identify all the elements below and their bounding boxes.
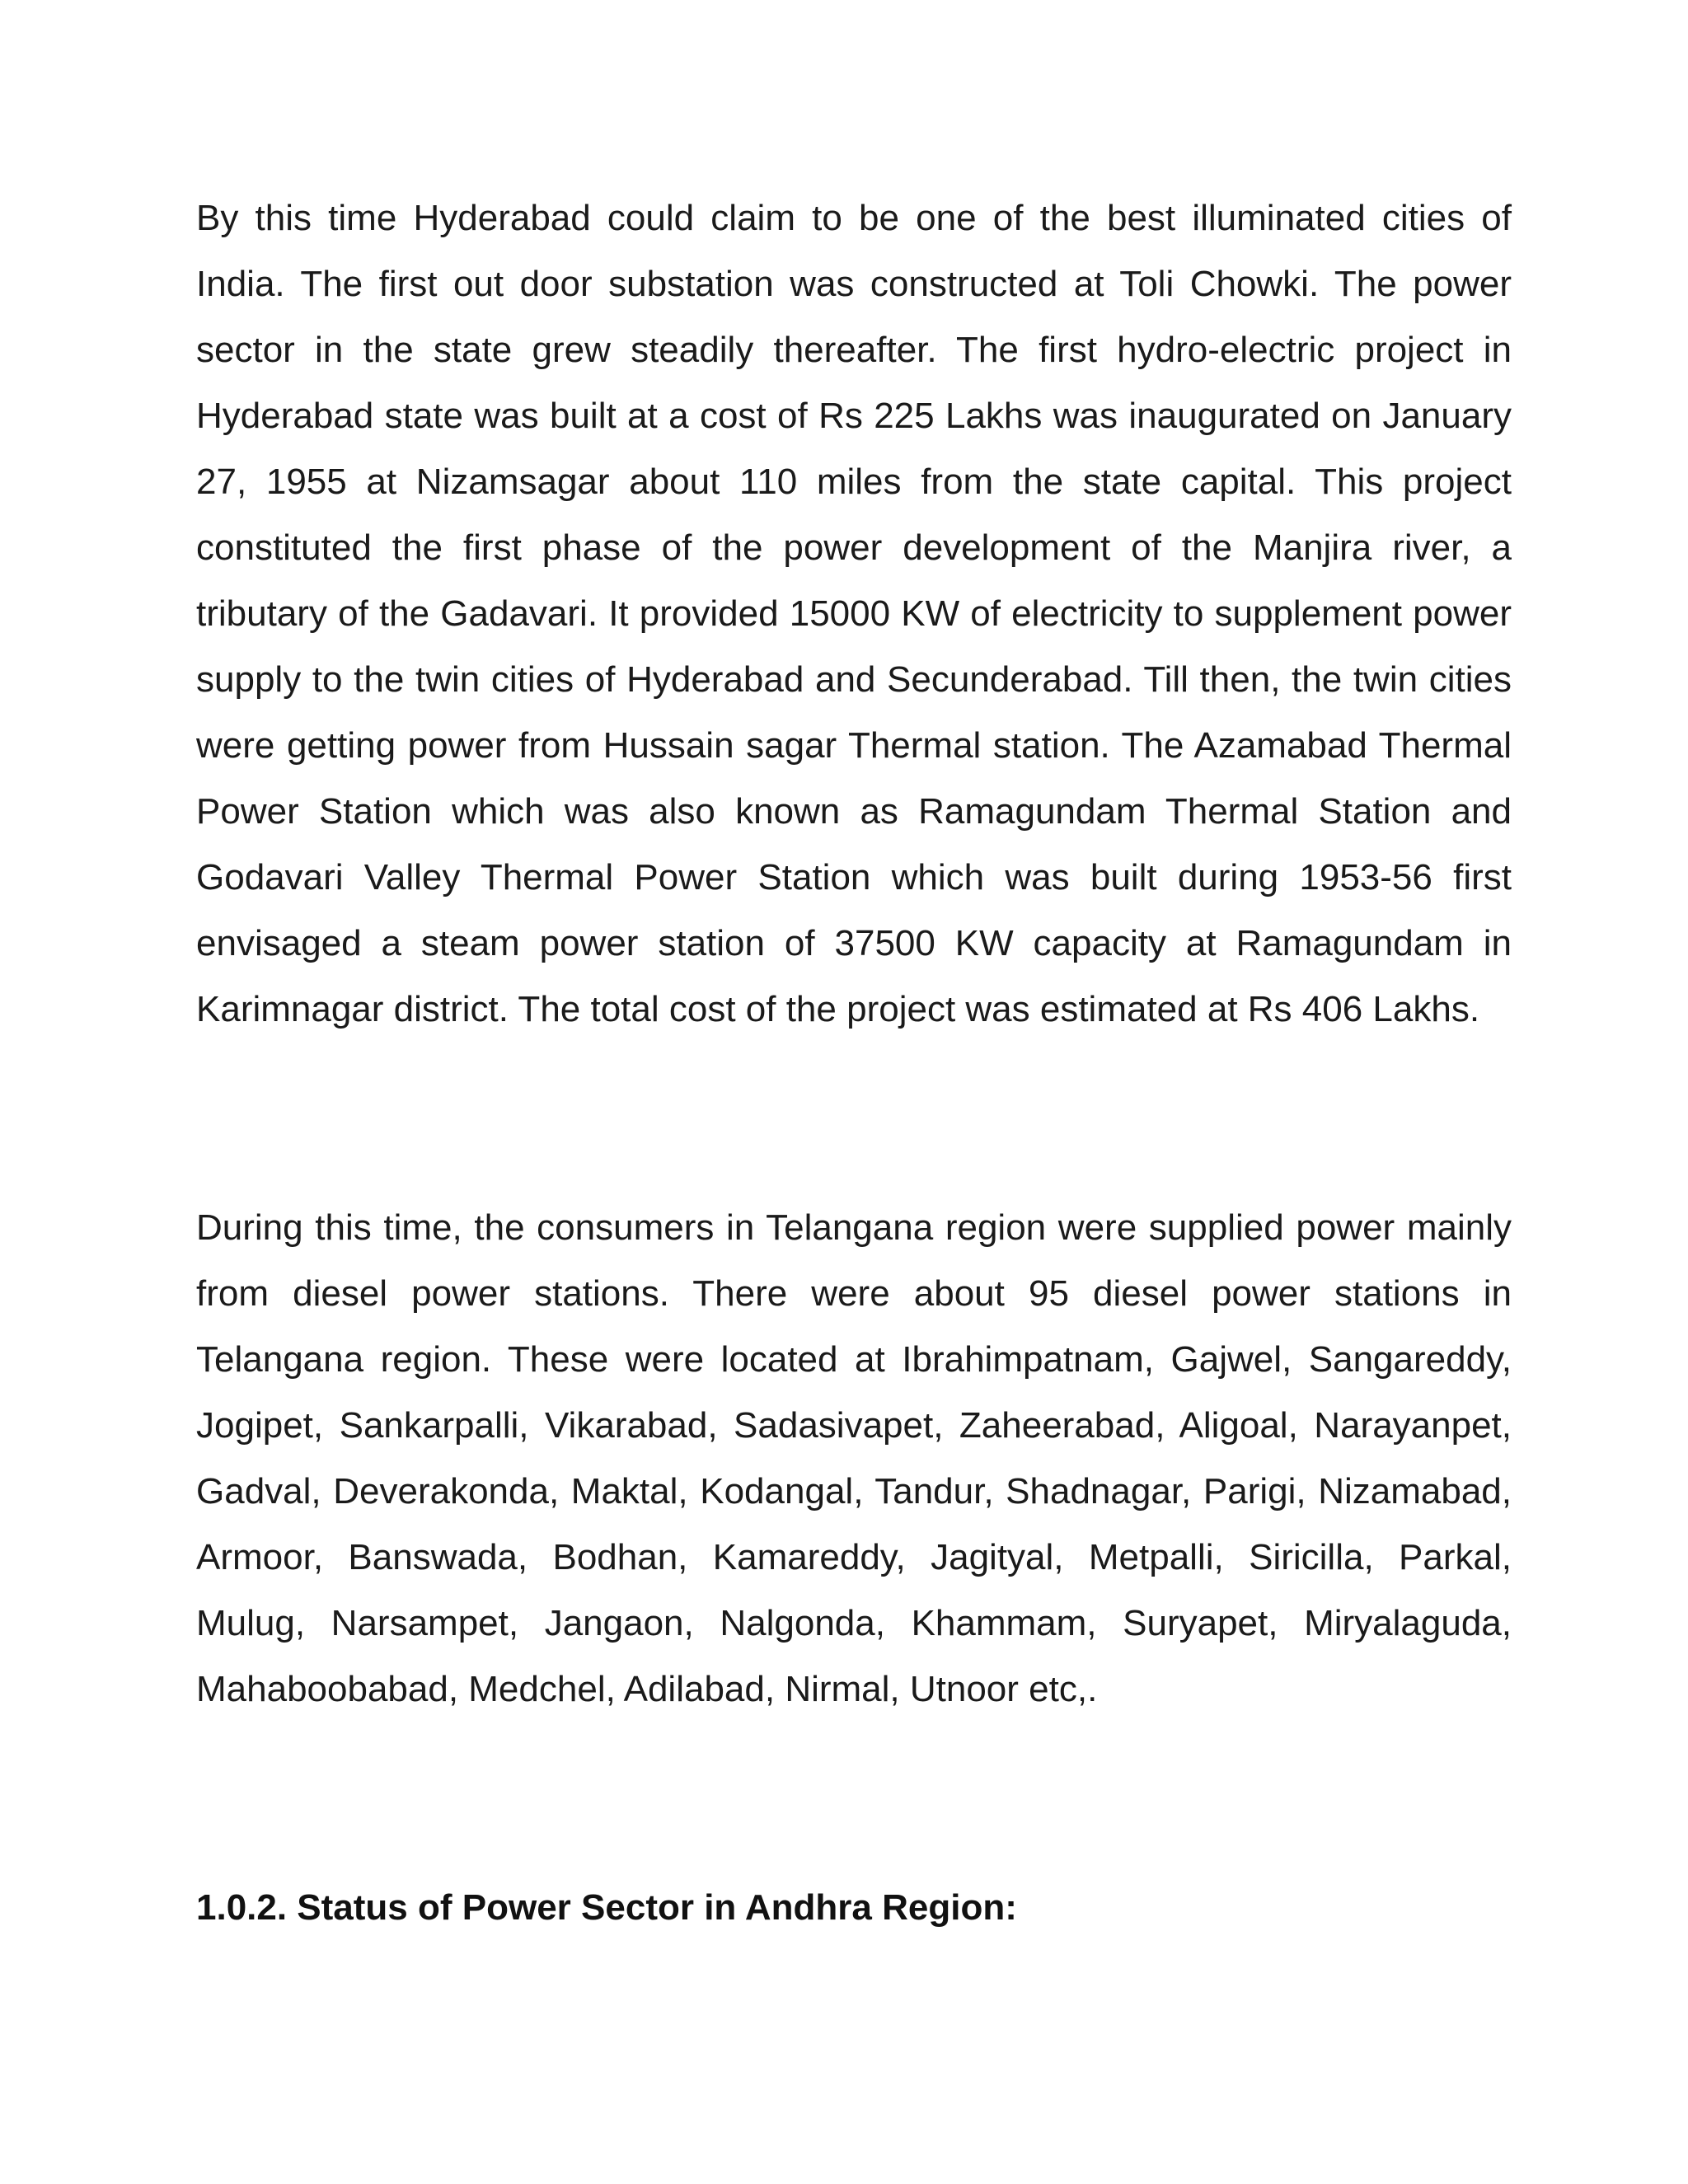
paragraph-hyderabad-power-history: By this time Hyderabad could claim to be one of the best illuminated cities of India. The first out door substation was constructed at Toli Chowki. The power sector in the state grew steadily thereafter. The first hydro-electric project in Hyderabad state was built at a cost of Rs 225 Lakhs was inaugurated on January 27, 1955 at Nizamsagar about 110 miles from the state capital. This project constituted the first phase of the power development of the Manjira river, a tributary of the Gadavari. It provided 15000 KW of electricity to supplement power supply to the twin cities of Hyderabad and Secunderabad. Till then, the twin cities were getting power from Hussain sagar Thermal station. The Azamabad Thermal Power Station which was also known as Ramagundam Thermal Station and Godavari Valley Thermal Power Station which was built during 1953-56 first envisaged a steam power station of 37500 KW capacity at Ramagundam in Karimnagar district. The total cost of the project was estimated at Rs 406 Lakhs. (196, 198, 1512, 1029)
paragraph-telangana-diesel-stations: During this time, the consumers in Telangana region were supplied power mainly from diesel power stations. There were about 95 diesel power stations in Telangana region. These were located at Ibrahimpatnam, Gajwel, Sangareddy, Jogipet, Sankarpalli, Vikarabad, Sadasivapet, Zaheerabad, Aligoal, Narayanpet, Gadval, Deverakonda, Maktal, Kodangal, Tandur, Shadnagar, Parigi, Nizamabad, Armoor, Banswada, Bodhan, Kamareddy, Jagityal, Metpalli, Siricilla, Parkal, Mulug, Narsampet, Jangaon, Nalgonda, Khammam, Suryapet, Miryalaguda, Mahaboobabad, Medchel, Adilabad, Nirmal, Utnoor etc,. (196, 1207, 1512, 1709)
section-heading: 1.0.2. Status of Power Sector in Andhra Region: (196, 1887, 1017, 1928)
